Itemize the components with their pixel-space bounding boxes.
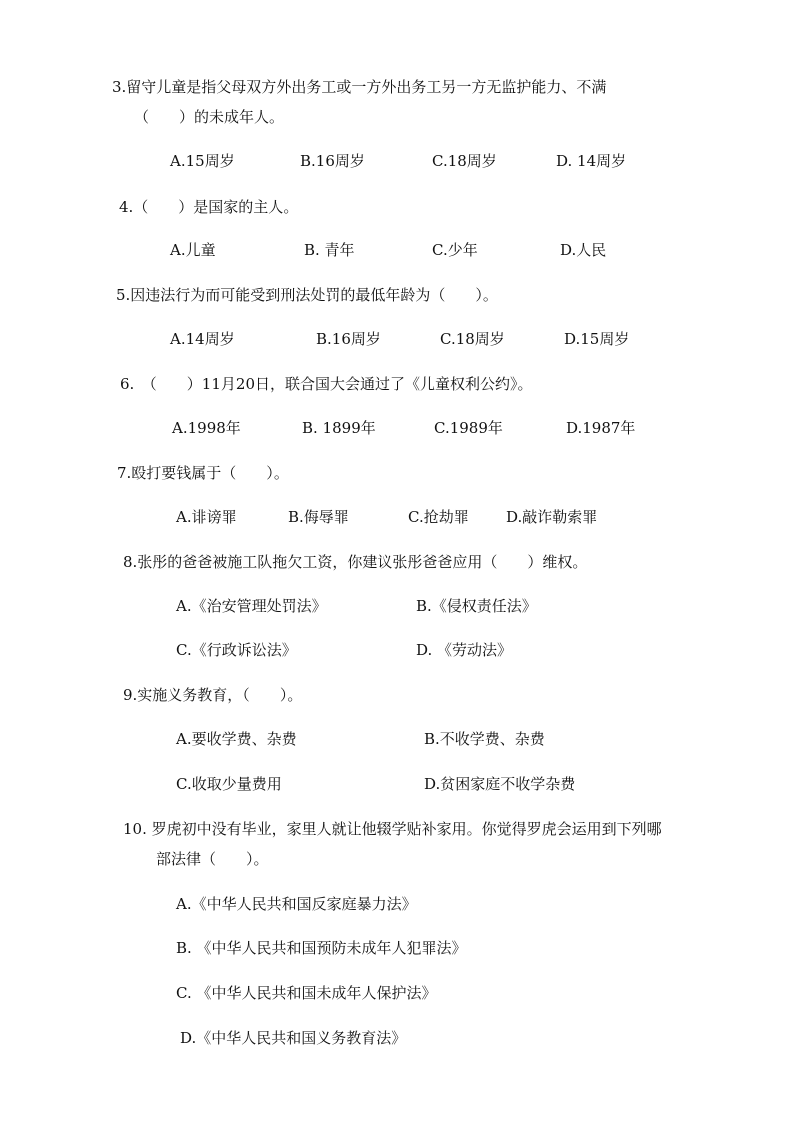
question-9-option-d: D.贫困家庭不收学杂费 <box>424 775 576 793</box>
question-8-option-a: A.《治安管理处罚法》 <box>176 597 327 615</box>
question-7-option-a: A.诽谤罪 <box>176 508 237 526</box>
question-5-stem: 5.因违法行为而可能受到刑法处罚的最低年龄为（ ）。 <box>116 286 498 304</box>
question-6-stem: 6. （ ）11月20日，联合国大会通过了《儿童权利公约》。 <box>120 375 533 393</box>
question-4-option-d: D.人民 <box>560 241 607 259</box>
question-10-option-a: A.《中华人民共和国反家庭暴力法》 <box>176 895 417 913</box>
question-10-option-b: B. 《中华人民共和国预防未成年人犯罪法》 <box>176 939 467 957</box>
question-5-option-d: D.15周岁 <box>564 330 630 348</box>
question-4-option-a: A.儿童 <box>170 241 216 259</box>
question-6-option-c: C.1989年 <box>434 419 503 437</box>
question-8-option-b: B.《侵权责任法》 <box>416 597 537 615</box>
question-4-option-b: B. 青年 <box>304 241 355 259</box>
question-8-option-c: C.《行政诉讼法》 <box>176 641 297 659</box>
question-7-option-c: C.抢劫罪 <box>408 508 469 526</box>
question-9-option-a: A.要收学费、杂费 <box>176 730 297 748</box>
question-3-option-b: B.16周岁 <box>300 152 365 170</box>
question-9-stem: 9.实施义务教育，（ ）。 <box>123 686 303 704</box>
question-3-option-a: A.15周岁 <box>170 152 235 170</box>
question-4-option-c: C.少年 <box>432 241 478 259</box>
question-4-stem: 4.（ ）是国家的主人。 <box>119 198 299 216</box>
question-7-option-b: B.侮辱罪 <box>288 508 349 526</box>
question-10-option-d: D.《中华人民共和国义务教育法》 <box>180 1029 407 1047</box>
question-3-stem-line-1: 3.留守儿童是指父母双方外出务工或一方外出务工另一方无监护能力、不满 <box>112 78 607 96</box>
question-8-option-d: D. 《劳动法》 <box>416 641 513 659</box>
question-10-stem-line-1: 10. 罗虎初中没有毕业，家里人就让他辍学贴补家用。你觉得罗虎会运用到下列哪 <box>123 820 662 838</box>
question-9-option-b: B.不收学费、杂费 <box>424 730 545 748</box>
question-3-option-d: D. 14周岁 <box>556 152 627 170</box>
question-5-option-c: C.18周岁 <box>440 330 505 348</box>
question-3-option-c: C.18周岁 <box>432 152 497 170</box>
question-7-option-d: D.敲诈勒索罪 <box>506 508 598 526</box>
question-10-option-c: C. 《中华人民共和国未成年人保护法》 <box>176 984 437 1002</box>
question-9-option-c: C.收取少量费用 <box>176 775 282 793</box>
question-10-stem-line-2: 部法律（ ）。 <box>156 850 269 868</box>
question-7-stem: 7.殴打要钱属于（ ）。 <box>117 464 289 482</box>
question-5-option-a: A.14周岁 <box>170 330 235 348</box>
question-3-stem-line-2: （ ）的未成年人。 <box>134 108 285 126</box>
question-6-option-d: D.1987年 <box>566 419 636 437</box>
question-8-stem: 8.张彤的爸爸被施工队拖欠工资，你建议张彤爸爸应用（ ）维权。 <box>123 553 588 571</box>
question-6-option-b: B. 1899年 <box>302 419 376 437</box>
question-6-option-a: A.1998年 <box>172 419 241 437</box>
question-5-option-b: B.16周岁 <box>316 330 381 348</box>
